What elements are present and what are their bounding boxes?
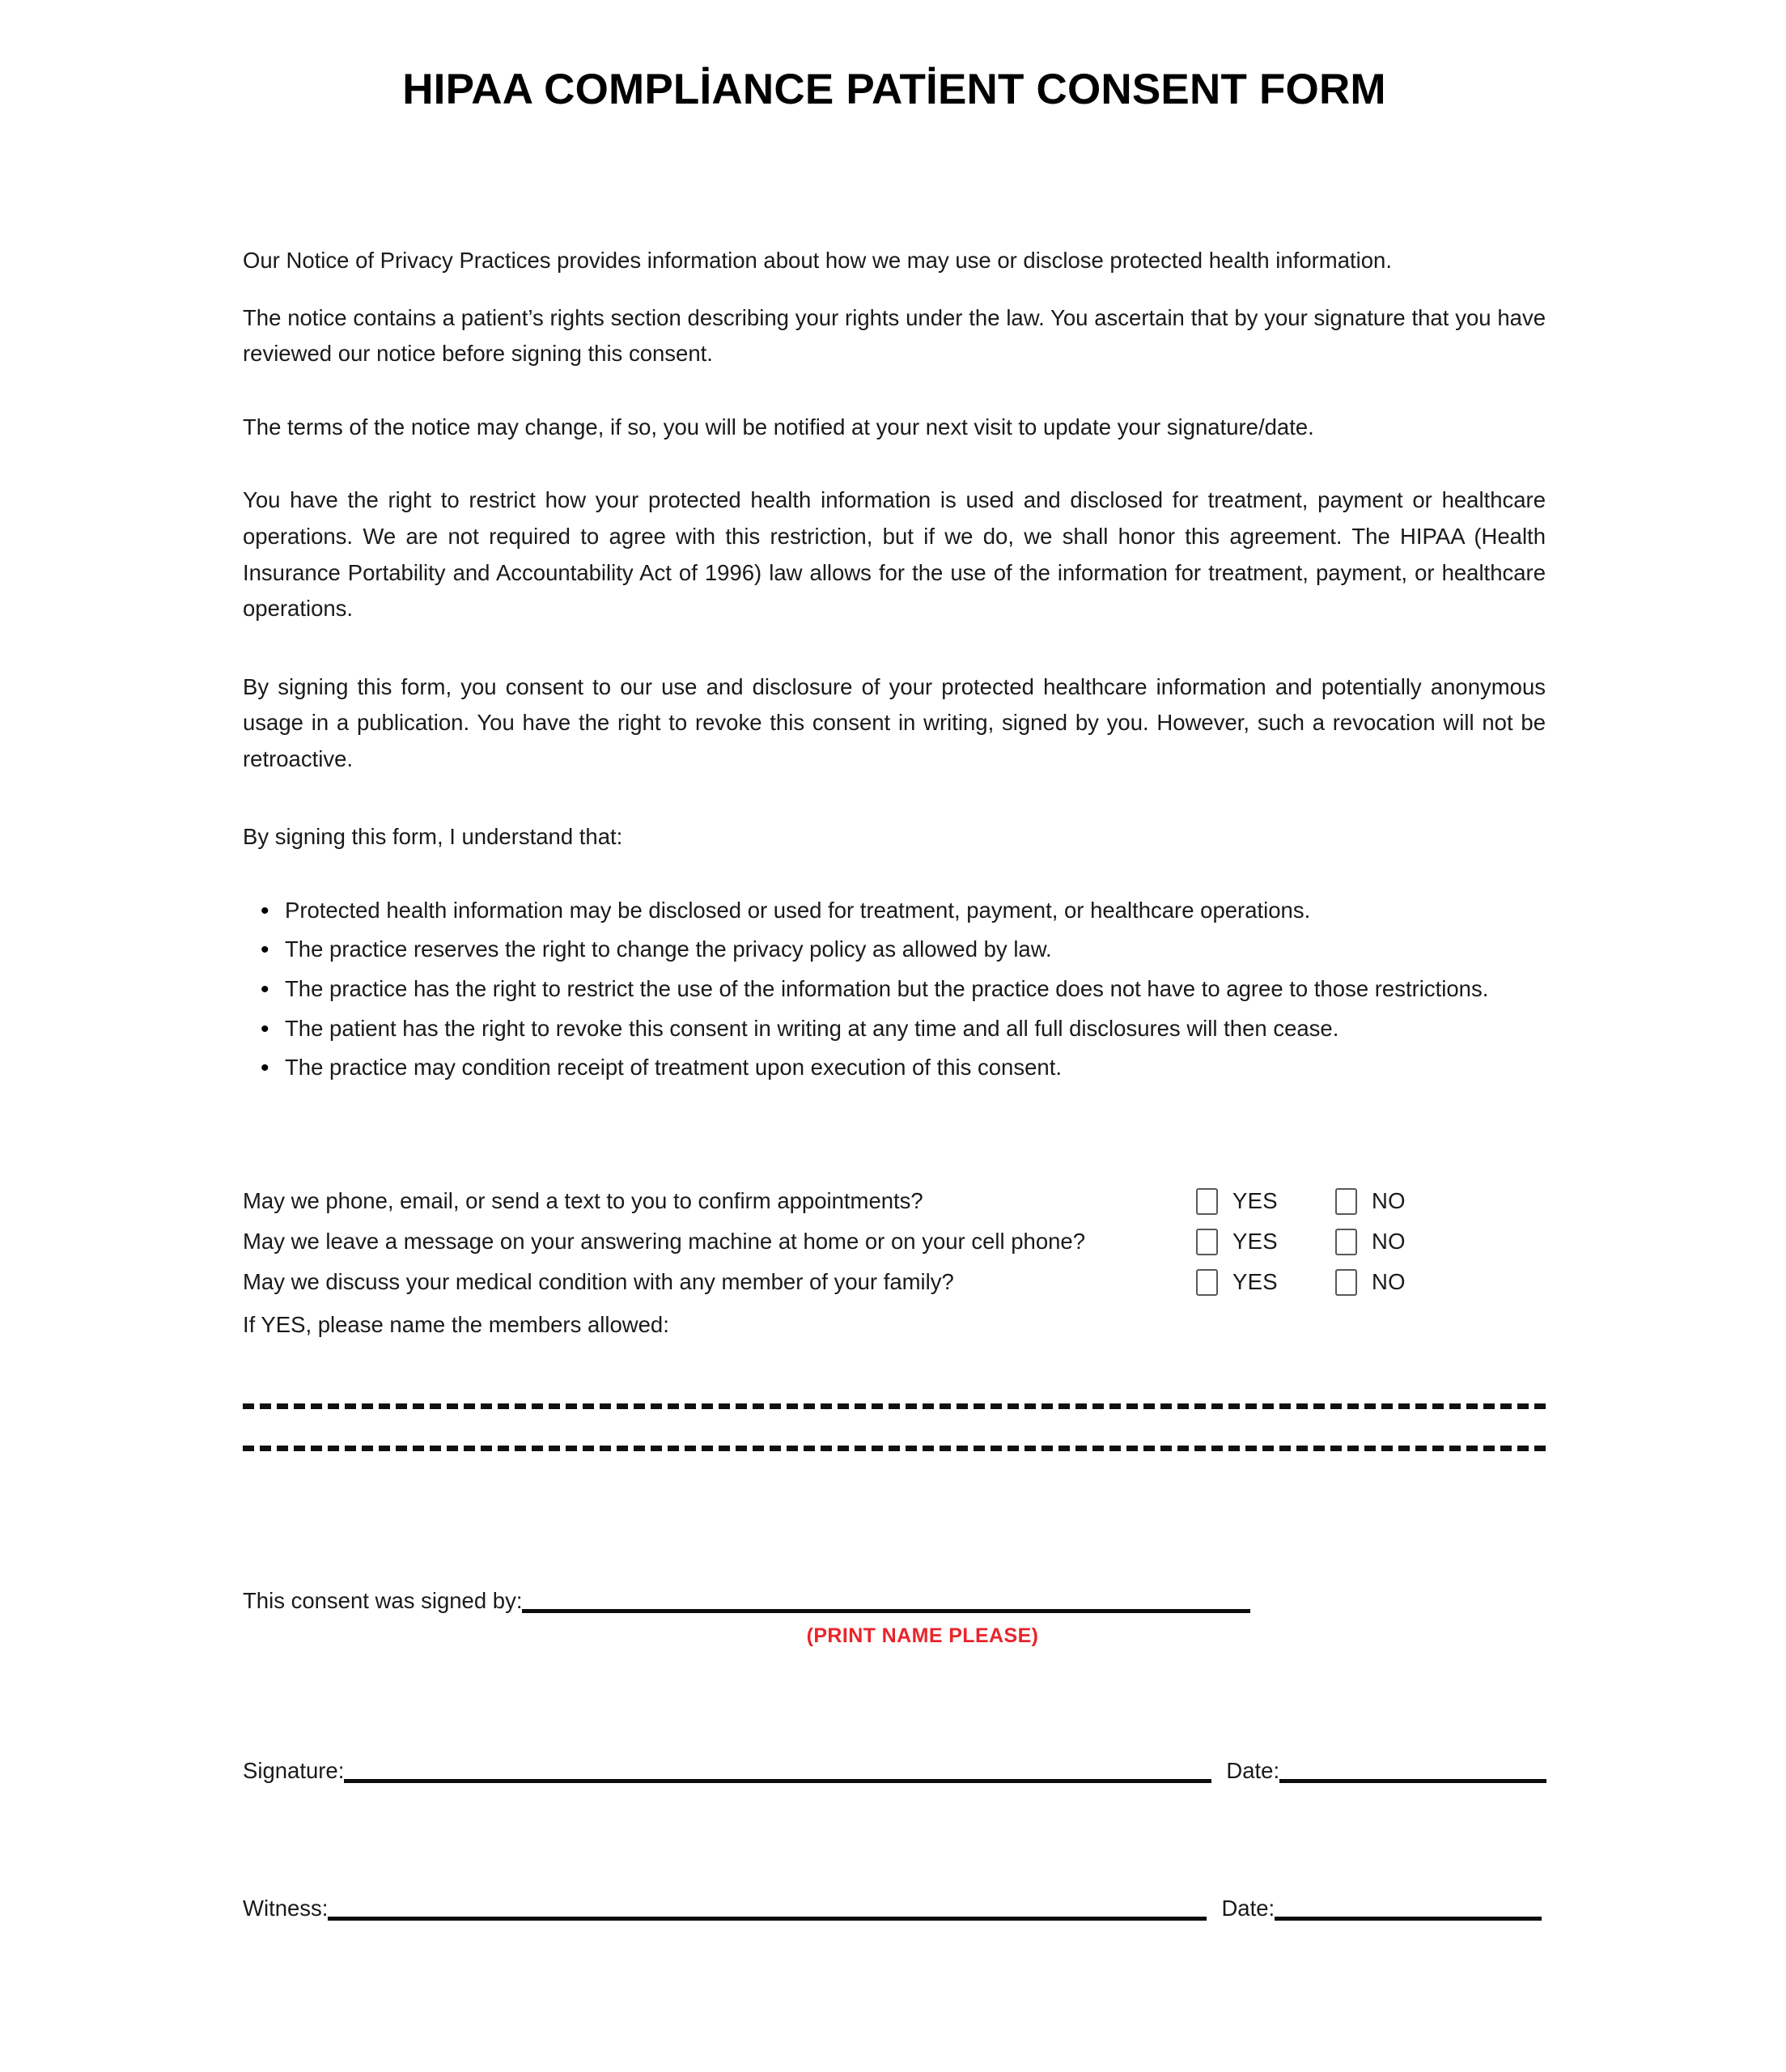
page-title: HIPAA COMPLİANCE PATİENT CONSENT FORM: [402, 66, 1386, 113]
list-item: • The practice reserves the right to change the privacy policy as allowed by law.: [285, 932, 1546, 968]
witness-label: Witness:: [243, 1895, 329, 1921]
paragraph-consent-disclosure: By signing this form, you consent to our use and disclosure of your protected healthcare information and potentially anonymous usage in a publication. You have the right to revoke this consent in writing, signed by you. However, such a revocation will not be retroactive.: [243, 673, 1546, 771]
consent-questions: [243, 1182, 1546, 1340]
print-name-note: (PRINT NAME PLEASE): [806, 1624, 1039, 1648]
question-row-discuss-family: [243, 1263, 1546, 1302]
option-yes-appointments[interactable]: [1196, 1188, 1335, 1215]
option-yes-message[interactable]: [1196, 1229, 1335, 1255]
checkbox-label-yes: YES: [1232, 1188, 1278, 1214]
checkbox-label-no: NO: [1372, 1229, 1406, 1255]
list-item: • Protected health information may be disclosed or used for treatment, payment, or healthcare operations.: [285, 893, 1546, 929]
checkbox-label-no: NO: [1372, 1188, 1406, 1214]
signature-row: [243, 1755, 1546, 1783]
signature-field[interactable]: [344, 1755, 1211, 1783]
checkbox-yes-family[interactable]: [1196, 1269, 1218, 1296]
witness-date-field[interactable]: [1275, 1892, 1542, 1921]
signature-label: Signature:: [243, 1757, 345, 1783]
checkbox-label-no: NO: [1372, 1269, 1406, 1295]
checkbox-label-yes: YES: [1232, 1229, 1278, 1255]
list-item: • The patient has the right to revoke this consent in writing at any time and all full disclosures will then cease.: [285, 1011, 1546, 1047]
option-yes-family[interactable]: [1196, 1269, 1335, 1296]
checkbox-yes-message[interactable]: [1196, 1229, 1218, 1255]
question-row-confirm-appointments: [243, 1182, 1546, 1221]
paragraph-understand-intro: By signing this form, I understand that:: [243, 824, 623, 850]
option-no-message[interactable]: [1335, 1229, 1406, 1255]
checkbox-no-appointments[interactable]: [1335, 1188, 1357, 1215]
understanding-list: [243, 893, 1546, 1086]
option-no-appointments[interactable]: [1335, 1188, 1406, 1215]
family-members-write-line-1[interactable]: [243, 1403, 1546, 1409]
paragraph-right-to-restrict: You have the right to restrict how your protected health information is used and disclosed for treatment, payment or healthcare operations. We are not required to agree with this restriction, but if we do, we shall honor this agreement. The HIPAA (Health Insurance Portability and Accountability Act of 1996) law allows for the use of the information for treatment, payment, or healthcare operations.: [243, 487, 1546, 622]
checkbox-label-yes: YES: [1232, 1269, 1278, 1295]
checkbox-no-message[interactable]: [1335, 1229, 1357, 1255]
signature-date-field[interactable]: [1279, 1755, 1546, 1783]
checkbox-no-family[interactable]: [1335, 1269, 1357, 1296]
witness-date-label: Date:: [1221, 1895, 1275, 1921]
question-label: May we leave a message on your answering machine at home or on your cell phone?: [243, 1229, 1085, 1255]
question-row-leave-message: [243, 1222, 1546, 1262]
paragraph-notice-privacy-practices: Our Notice of Privacy Practices provides information about how we may use or disclose protected health information.: [243, 248, 1392, 274]
print-name-field[interactable]: [522, 1585, 1250, 1613]
if-yes-note: If YES, please name the members allowed:: [243, 1311, 669, 1337]
family-members-write-line-2[interactable]: [243, 1446, 1546, 1451]
witness-field[interactable]: [328, 1892, 1207, 1921]
list-item: • The practice may condition receipt of treatment upon execution of this consent.: [285, 1050, 1546, 1086]
option-no-family[interactable]: [1335, 1269, 1406, 1296]
witness-row: [243, 1892, 1546, 1921]
list-item: • The practice has the right to restrict the use of the information but the practice does not have to agree to those restrictions.: [285, 971, 1546, 1008]
question-label: May we discuss your medical condition with any member of your family?: [243, 1269, 954, 1295]
document-content: [243, 0, 1546, 1921]
signature-date-label: Date:: [1226, 1757, 1280, 1783]
signed-by-row: [243, 1585, 1546, 1613]
question-label: May we phone, email, or send a text to you to confirm appointments?: [243, 1188, 923, 1214]
paragraph-terms-may-change: The terms of the notice may change, if so, you will be notified at your next visit to update your signature/date.: [243, 414, 1314, 439]
signed-by-label: This consent was signed by:: [243, 1587, 523, 1613]
paragraph-patient-rights: The notice contains a patient’s rights section describing your rights under the law. You ascertain that by your signature that you have reviewed our notice before signing this consent.: [243, 304, 1546, 367]
checkbox-yes-appointments[interactable]: [1196, 1188, 1218, 1215]
